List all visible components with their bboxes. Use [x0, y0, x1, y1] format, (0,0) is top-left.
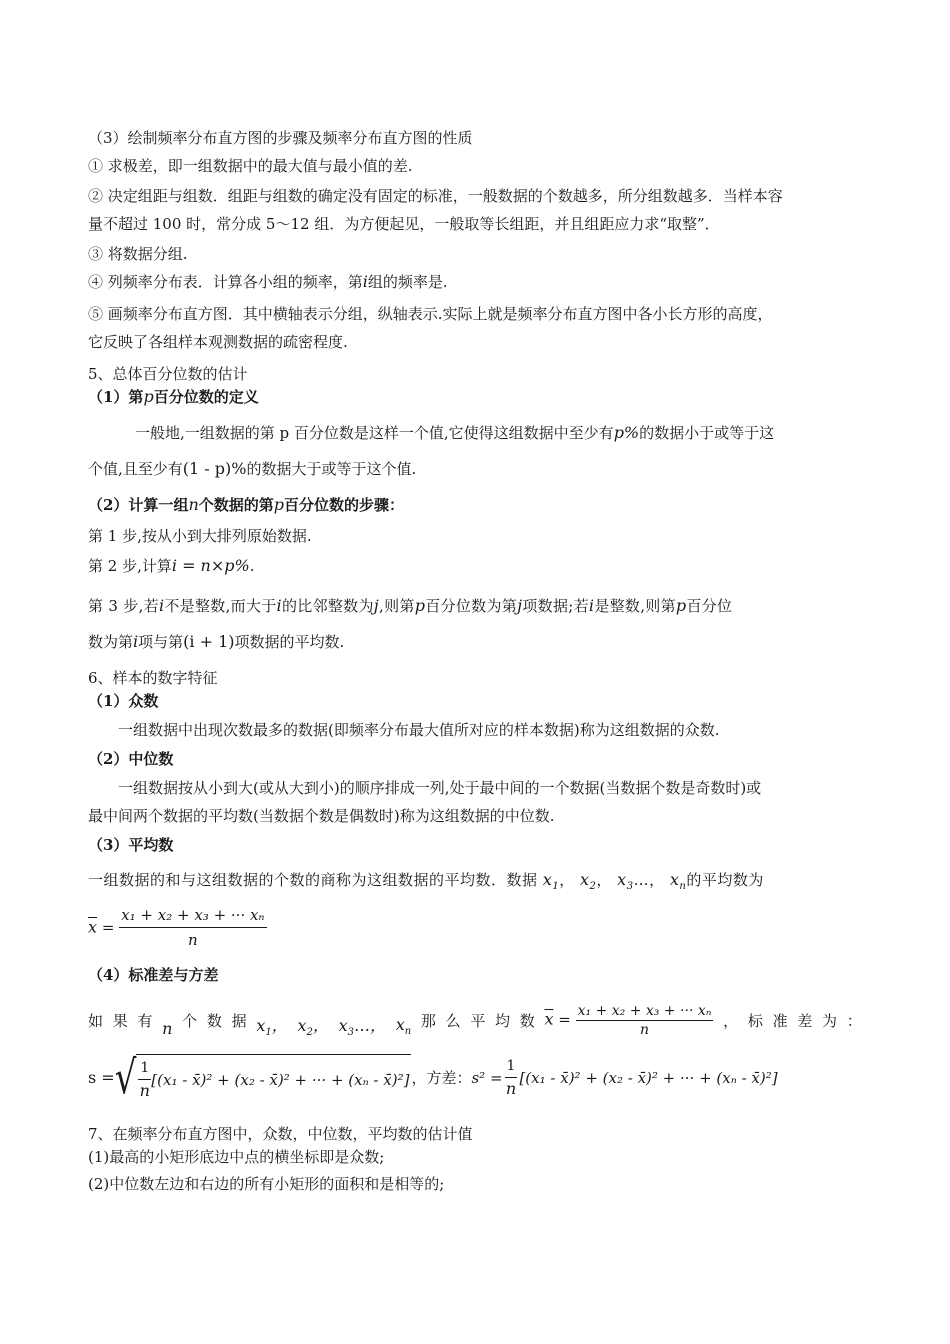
- s7-title: 7、在频率分布直方图中，众数，中位数，平均数的估计值: [88, 1125, 473, 1143]
- s5-def-text2: 个值,且至少有(1 - p)%的数据大于或等于这个值.: [88, 459, 417, 478]
- s7-item1: (1)最高的小矩形底边中点的横坐标即是众数;: [88, 1148, 385, 1166]
- s3-step5b: 它反映了各组样本观测数据的疏密程度.: [88, 333, 348, 351]
- s5-def-title: （1）第p百分位数的定义: [88, 387, 259, 406]
- s5-step3-line2: 数为第i项与第(i + 1)项数据的平均数.: [88, 632, 345, 651]
- s3-step1: ① 求极差，即一组数据中的最大值与最小值的差.: [88, 157, 413, 175]
- s6-sd-title: （4）标准差与方差: [88, 966, 219, 984]
- s6-median-text2: 最中间两个数据的平均数(当数据个数是偶数时)称为这组数据的中位数.: [88, 807, 555, 825]
- sqrt-symbol: √ $\frac{1}{n}$ [(x₁ - x̄)² + (x₂ - x̄)² + ··· + (xₙ - x̄)²]: [114, 1050, 410, 1105]
- s3-step3: ③ 将数据分组.: [88, 245, 188, 263]
- s5-title: 5、总体百分位数的估计: [88, 365, 248, 383]
- s6-median-text1: 一组数据按从小到大(或从大到小)的顺序排成一列,处于最中间的一个数据(当数据个数是奇数时)或: [118, 779, 762, 797]
- s6-mode-text: 一组数据中出现次数最多的数据(即频率分布最大值所对应的样本数据)称为这组数据的众数.: [118, 721, 720, 739]
- s6-title: 6、样本的数字特征: [88, 669, 218, 687]
- s5-step3-line1: 第 3 步,若i不是整数,而大于i的比邻整数为j,则第p百分位数为第j项数据;若i是整数,则第p百分位: [88, 596, 733, 615]
- s5-step1: 第 1 步,按从小到大排列原始数据.: [88, 527, 312, 545]
- mean-formula: $\overline{x}$ = $\frac{\text{x₁ + x₂ + x₃ + ··· xₙ}}{n}$: [88, 906, 265, 949]
- s3-step5a: ⑤ 画频率分布直方图．其中横轴表示分组，纵轴表示.实际上就是频率分布直方图中各小长方形的高度，: [88, 305, 773, 323]
- s6-mode-title: （1）众数: [88, 692, 159, 710]
- s6-mean-text: 一组数据的和与这组数据的个数的商称为这组数据的平均数．数据 $x_1$， $x_2$， $x_3\dots$， $x_n$的平均数为: [88, 870, 764, 893]
- sd-variance-formulas: s = √ $\frac{1}{n}$ [(x₁ - x̄)² + (x₂ - x̄)² + ··· + (xₙ - x̄)²] ，方差： s² = $\frac{1}{n}$ [(x₁ - x̄)² + (x₂ - x̄)² + ··· + (xₙ - x̄)²]: [88, 1050, 778, 1105]
- s6-mean-title: （3）平均数: [88, 836, 174, 854]
- s5-steps-title: （2）计算一组n个数据的第p百分位数的步骤：: [88, 495, 405, 514]
- s7-item2: (2)中位数左边和右边的所有小矩形的面积和是相等的;: [88, 1175, 445, 1193]
- math-i: i: [362, 272, 368, 291]
- s5-step2: 第 2 步,计算i = n×p%.: [88, 556, 255, 575]
- sd-intro-line: 如 果 有 n 个 数 据 $x_1$， $x_2$， $x_3\dots$， $x_n$ 那 么 平 均 数 $\overline{x}$ = $\frac{\text{x₁ + x₂ + x₃ + ··· xₙ}}{n}$ ， 标 准 差 为 ：: [88, 1002, 862, 1039]
- s3-step4: ④ 列频率分布表．计算各小组的频率，第i组的频率是.: [88, 272, 448, 291]
- s3-title: （3）绘制频率分布直方图的步骤及频率分布直方图的性质: [88, 129, 473, 147]
- s3-step2b: 量不超过 100 时，常分成 5～12 组．为方便起见，一般取等长组距，并且组距应力求“取整”．: [88, 215, 720, 233]
- s3-step2a: ② 决定组距与组数．组距与组数的确定没有固定的标准，一般数据的个数越多，所分组数越多．当样本容: [88, 187, 783, 205]
- s5-def-text1: 一般地,一组数据的第 p 百分位数是这样一个值,它使得这组数据中至少有p%的数据小于或等于这: [135, 423, 775, 442]
- s6-median-title: （2）中位数: [88, 750, 174, 768]
